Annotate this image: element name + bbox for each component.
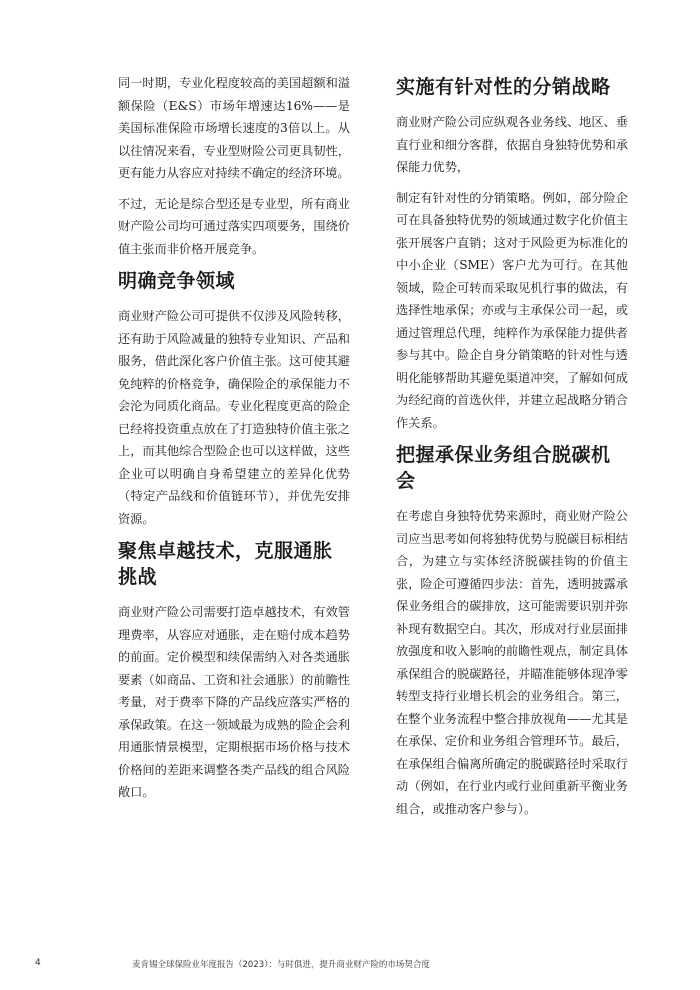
footer-text: 麦肯锡全球保险业年度报告（2023）：与时俱进，提升商业财产险的市场契合度 <box>132 960 430 970</box>
left-column <box>118 72 350 812</box>
paragraph: 在考虑自身独特优势来源时，商业财产险公司应当思考如何将独特优势与脱碳目标相结合，为建立与实体经济脱碳挂钩的价值主张，险企可遵循四步法：首先，透明披露承保业务组合的碳排放，这可能需要识别并弥补现有数据空白。其次，形成对行业层面排放强度和收入影响的前瞻性观点，制定具体承保组合的脱碳路径，并瞄准能够体现净零转型支持行业增长机会的业务组合。第三，在整个业务流程中整合排放视角——尤其是在承保、定价和业务组合管理环节。最后，在承保组合偏离所确定的脱碳路径时采取行动（例如，在行业内或行业间重新平衡业务组合，或推动客户参与）。 <box>396 509 628 816</box>
paragraph: 制定有针对性的分销策略。例如，部分险企可在具备独特优势的领域通过数字化价值主张开展客户直销；这对于风险更为标准化的中小企业（SME）客户尤为可行。在其他领域，险企可转而采取见机行事的做法，有选择性地承保；亦或与主承保公司一起，或通过管理总代理，纯粹作为承保能力提供者参与其中。险企自身分销策略的针对性与透明化能够帮助其避免渠道冲突，了解如何成为经纪商的首选伙伴，并建立起战略分销合作关系。 <box>396 190 628 430</box>
section-heading: 把握承保业务组合脱碳机会 <box>396 444 611 492</box>
paragraph: 商业财产险公司需要打造卓越技术，有效管理费率，从容应对通胀，走在赔付成本趋势的前面。定价模型和续保需纳入对各类通胀要素（如商品、工资和社会通胀）的前瞻性考量，对于费率下降的产品线应落实严格的承保政策。在这一领域最为成熟的险企会利用通胀情景模型，定期根据市场价格与技术价格间的差距来调整各类产品线的组合风险敞口。 <box>118 605 350 799</box>
section-heading: 聚焦卓越技术，克服通胀挑战 <box>118 540 333 588</box>
paragraph: 同一时期，专业化程度较高的美国超额和溢额保险（E&S）市场年增速达16%——是美国标准保险市场增长速度的3倍以上。从以往情况来看，专业型财险公司更具韧性，更有能力从容应对持续不确定的经济环境。 <box>118 76 350 180</box>
paragraph: 商业财产险公司可提供不仅涉及风险转移，还有助于风险减量的独特专业知识、产品和服务，借此深化客户价值主张。这可使其避免纯粹的价格竞争，确保险企的承保能力不会沦为同质化商品。专业化程度更高的险企已经将投资重点放在了打造独特价值主张之上，而其他综合型险企也可以这样做，这些企业可以明确自身希望建立的差异化优势（特定产品线和价值链环节），并优先安排资源。 <box>118 309 350 526</box>
page-number: 4 <box>35 958 41 968</box>
paragraph: 不过，无论是综合型还是专业型，所有商业财产险公司均可通过落实四项要务，围绕价值主张而非价格开展竞争。 <box>118 196 350 256</box>
paragraph: 商业财产险公司应纵观各业务线、地区、垂直行业和细分客群，依据自身独特优势和承保能力优势， <box>396 115 628 174</box>
section-heading: 实施有针对性的分销战略 <box>396 76 611 98</box>
section-heading: 明确竞争领域 <box>118 270 236 292</box>
right-column <box>396 72 628 828</box>
